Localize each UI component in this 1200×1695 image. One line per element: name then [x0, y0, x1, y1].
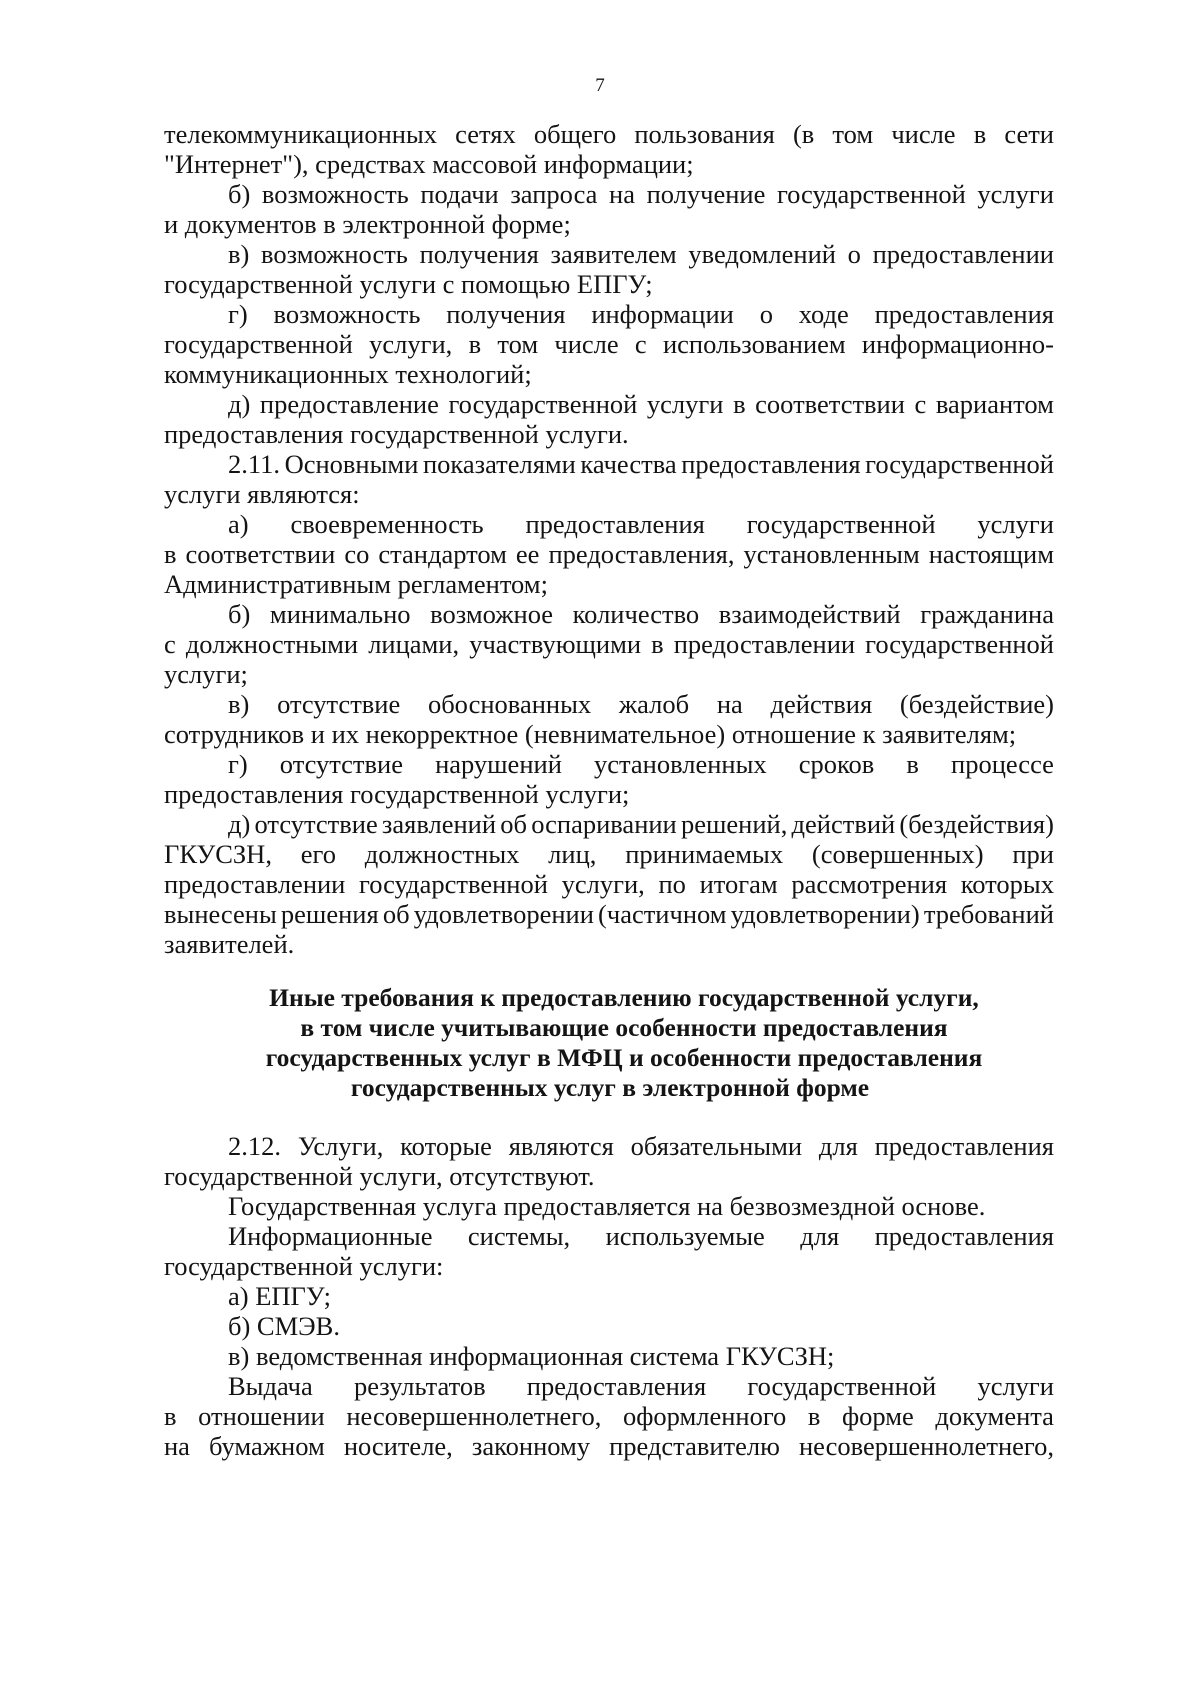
text-line: "Интернет"), средствах массовой информации;	[164, 149, 694, 179]
text-line: 2.11. Основными показателями качества предоставления государственной	[228, 449, 1054, 479]
text-line: и документов в электронной форме;	[164, 209, 571, 239]
text-line: в) возможность получения заявителем уведомлений о предоставлении	[228, 239, 1054, 269]
text-line: б) СМЭВ.	[228, 1311, 340, 1341]
text-line: б) минимально возможное количество взаимодействий гражданина	[228, 599, 1054, 629]
text-line: Выдача результатов предоставления государственной услуги	[228, 1371, 1054, 1401]
text-line: в соответствии со стандартом ее предоставления, установленным настоящим	[164, 539, 1054, 569]
text-line: коммуникационных технологий;	[164, 359, 532, 389]
text-line: д) предоставление государственной услуги в соответствии с вариантом	[228, 389, 1054, 419]
text-line: сотрудников и их некорректное (невнимательное) отношение к заявителям;	[164, 719, 1017, 749]
section-heading-line: Иные требования к предоставлению государственной услуги,	[269, 983, 979, 1012]
text-line: ГКУСЗН, его должностных лиц, принимаемых (совершенных) при	[164, 839, 1054, 869]
text-line: услуги;	[164, 659, 248, 689]
text-line: предоставления государственной услуги.	[164, 419, 629, 449]
text-line: телекоммуникационных сетях общего пользования (в том числе в сети	[164, 119, 1054, 149]
text-line: г) отсутствие нарушений установленных сроков в процессе	[228, 749, 1054, 779]
text-line: б) возможность подачи запроса на получение государственной услуги	[228, 179, 1054, 209]
text-line: г) возможность получения информации о ходе предоставления	[228, 299, 1054, 329]
section-heading-line: государственных услуг в МФЦ и особенности предоставления	[265, 1043, 983, 1072]
text-line: Государственная услуга предоставляется на безвозмездной основе.	[228, 1191, 986, 1221]
text-line: заявителей.	[164, 929, 295, 959]
text-line: с должностными лицами, участвующими в предоставлении государственной	[164, 629, 1054, 659]
text-line: государственной услуги:	[164, 1251, 444, 1281]
text-line: предоставлении государственной услуги, по итогам рассмотрения которых	[164, 869, 1054, 899]
text-line: государственной услуги, отсутствуют.	[164, 1161, 595, 1191]
text-line: на бумажном носителе, законному представителю несовершеннолетнего,	[164, 1431, 1054, 1461]
text-line: а) ЕПГУ;	[228, 1281, 331, 1311]
text-line: д) отсутствие заявлений об оспаривании решений, действий (бездействия)	[228, 809, 1054, 839]
text-line: услуги являются:	[164, 479, 360, 509]
text-line: Информационные системы, используемые для предоставления	[228, 1221, 1054, 1251]
section-heading-line: в том числе учитывающие особенности предоставления	[300, 1013, 948, 1042]
text-line: Административным регламентом;	[164, 569, 548, 599]
text-line: а) своевременность предоставления государственной услуги	[228, 509, 1054, 539]
text-line: вынесены решения об удовлетворении (частичном удовлетворении) требований	[164, 899, 1054, 929]
text-line: 2.12. Услуги, которые являются обязательными для предоставления	[228, 1131, 1054, 1161]
text-line: в) отсутствие обоснованных жалоб на действия (бездействие)	[228, 689, 1054, 719]
text-line: государственной услуги с помощью ЕПГУ;	[164, 269, 653, 299]
text-line: в отношении несовершеннолетнего, оформленного в форме документа	[164, 1401, 1054, 1431]
text-line: в) ведомственная информационная система ГКУСЗН;	[228, 1341, 835, 1371]
text-line: государственной услуги, в том числе с использованием информационно-	[164, 329, 1054, 359]
text-line: предоставления государственной услуги;	[164, 779, 630, 809]
section-heading-line: государственных услуг в электронной форме	[350, 1073, 870, 1102]
page-number: 7	[595, 75, 605, 96]
